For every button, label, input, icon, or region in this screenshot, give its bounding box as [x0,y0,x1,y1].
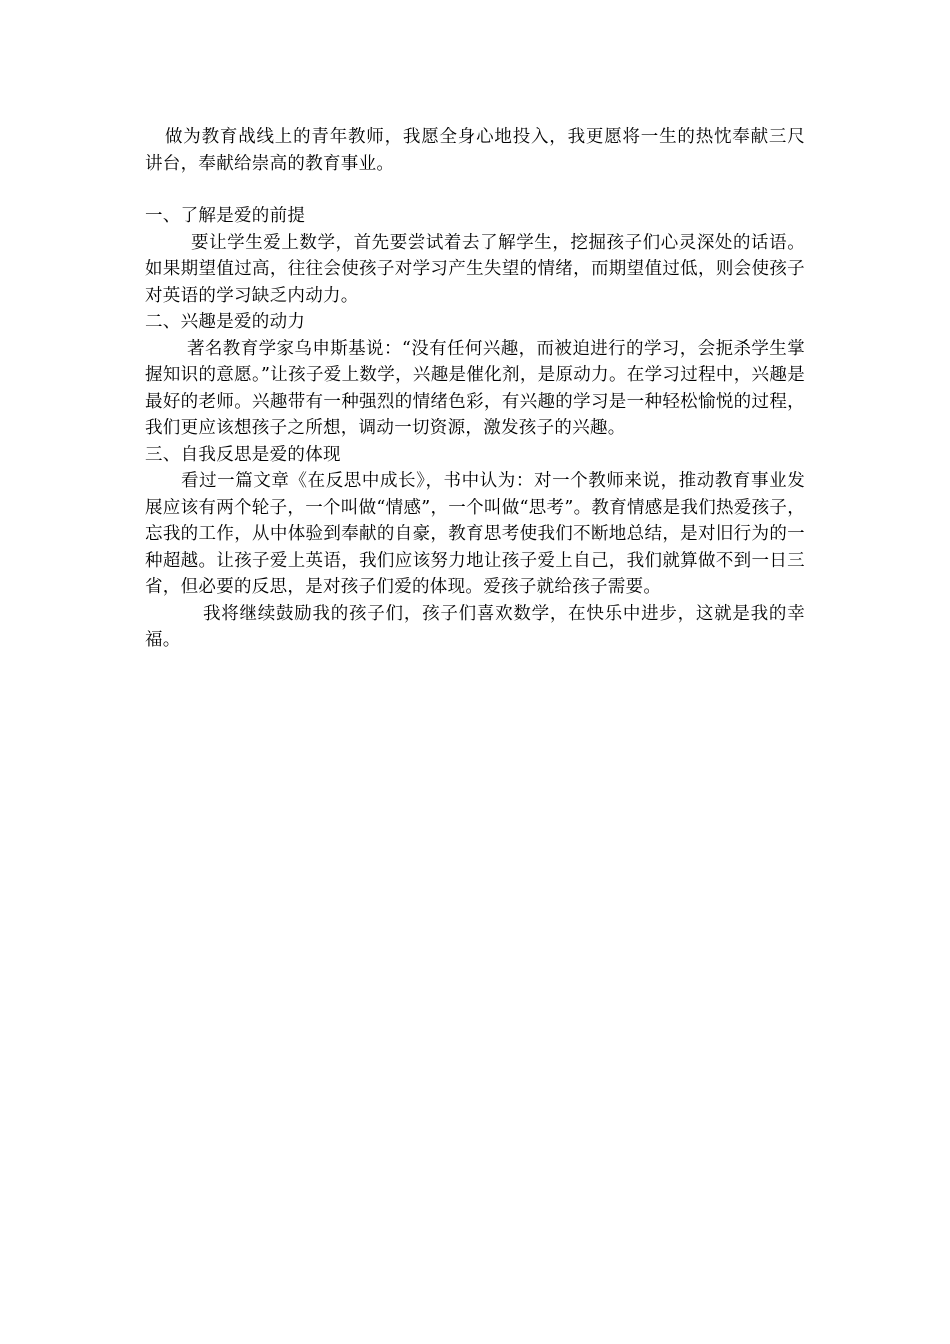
section-3-heading: 三、自我反思是爱的体现 [145,444,341,465]
section-1-paragraph: 要让学生爱上数学，首先要尝试着去了解学生，挖掘孩子们心灵深处的话语。如果期望值过高，往往会使孩子对学习产生失望的情绪，而期望值过低，则会使孩子对英语的学习缺乏内动力。 [145,232,805,306]
document-body [145,124,805,654]
paragraph-gap [145,177,805,203]
section-1-heading: 一、了解是爱的前提 [145,206,306,226]
section-2-paragraph: 著名教育学家乌申斯基说：“没有任何兴趣，而被迫进行的学习，会扼杀学生掌握知识的意愿。”让孩子爱上数学，兴趣是催化剂，是原动力。在学习过程中，兴趣是最好的老师。兴趣带有一种强烈的情绪色彩，有兴趣的学习是一种轻松愉悦的过程，我们更应该想孩子之所想，调动一切资源，激发孩子的兴趣。 [145,338,805,438]
section-2-heading: 二、兴趣是爱的动力 [145,312,306,332]
closing-paragraph: 我将继续鼓励我的孩子们，孩子们喜欢数学，在快乐中进步，这就是我的幸福。 [145,603,805,650]
section-3-paragraph: 看过一篇文章《在反思中成长》，书中认为：对一个教师来说，推动教育事业发展应该有两个轮子，一个叫做“情感”，一个叫做“思考”。教育情感是我们热爱孩子，忘我的工作，从中体验到奉献的自豪，教育思考使我们不断地总结，是对旧行为的一种超越。让孩子爱上英语，我们应该努力地让孩子爱上自己，我们就算做不到一日三省，但必要的反思，是对孩子们爱的体现。爱孩子就给孩子需要。 [145,471,805,597]
intro-paragraph: 做为教育战线上的青年教师，我愿全身心地投入，我更愿将一生的热忱奉献三尺讲台，奉献给崇高的教育事业。 [145,127,805,174]
